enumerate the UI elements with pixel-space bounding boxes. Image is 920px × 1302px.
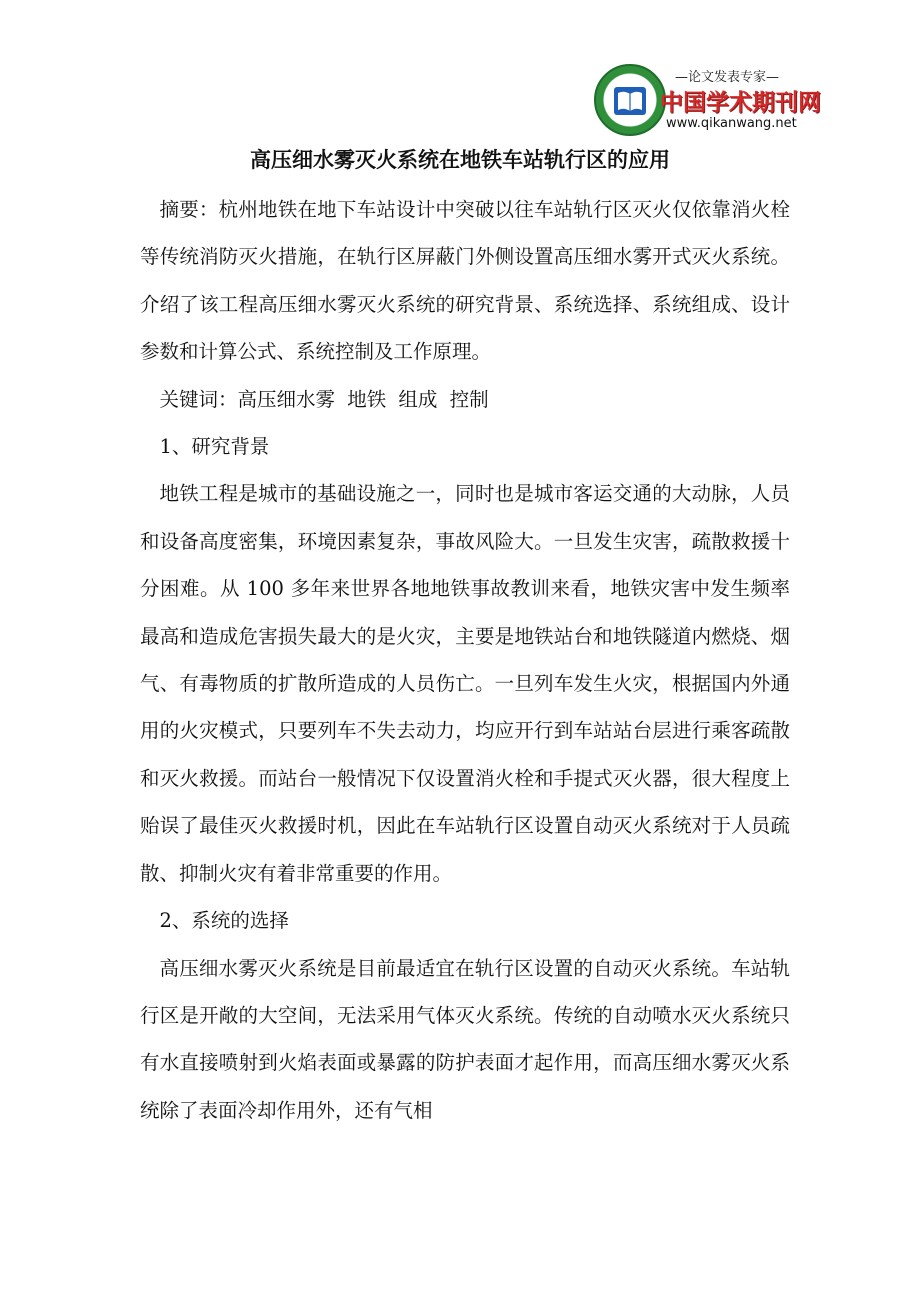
body-paragraph-1: 地铁工程是城市的基础设施之一，同时也是城市客运交通的大动脉，人员和设备高度密集，环境因素复杂，事故风险大。一旦发生灾害，疏散救援十分困难。从 100 多年来世界各地地铁事故教训来看，地铁灾害中发生频率最高和造成危害损失最大的是火灾，主要是地铁站台和地铁隧道内燃烧、烟气、有毒物质的扩散所造成的人员伤亡。一旦列车发生火灾，根据国内外通用的火灾模式，只要列车不失去动力，均应开行到车站站台层进行乘客疏散和灭火救援。而站台一般情况下仅设置消火栓和手提式灭火器，很大程度上贻误了最佳灭火救援时机，因此在车站轨行区设置自动灭火系统对于人员疏散、抑制火灾有着非常重要的作用。: [140, 482, 790, 885]
logo-url: www.qikanwang.net: [666, 116, 797, 131]
body-paragraph-2: 高压细水雾灭火系统是目前最适宜在轨行区设置的自动灭火系统。车站轨行区是开敞的大空间，无法采用气体灭火系统。传统的自动喷水灭火系统只有水直接喷射到火焰表面或暴露的防护表面才起作用，而高压细水雾灭火系统除了表面冷却作用外，还有气相: [140, 956, 790, 1122]
logo-name: 中国学术期刊网: [660, 90, 821, 116]
open-book-icon: [613, 86, 647, 116]
logo-seal: [594, 64, 666, 136]
section-heading-2: 2、系统的选择: [159, 909, 289, 933]
site-logo: [594, 64, 821, 140]
logo-tagline: —论文发表专家—: [674, 70, 779, 85]
document-title: 高压细水雾灭火系统在地铁车站轨行区的应用: [250, 148, 670, 172]
abstract-paragraph: 摘要：杭州地铁在地下车站设计中突破以往车站轨行区灭火仅依靠消火栓等传统消防灭火措施，在轨行区屏蔽门外侧设置高压细水雾开式灭火系统。介绍了该工程高压细水雾灭火系统的研究背景、系统选择、系统组成、设计参数和计算公式、系统控制及工作原理。: [140, 198, 790, 364]
keywords-paragraph: 关键词：高压细水雾 地铁 组成 控制: [159, 387, 489, 411]
section-heading-1: 1、研究背景: [159, 435, 270, 459]
document-body: [140, 186, 790, 1134]
